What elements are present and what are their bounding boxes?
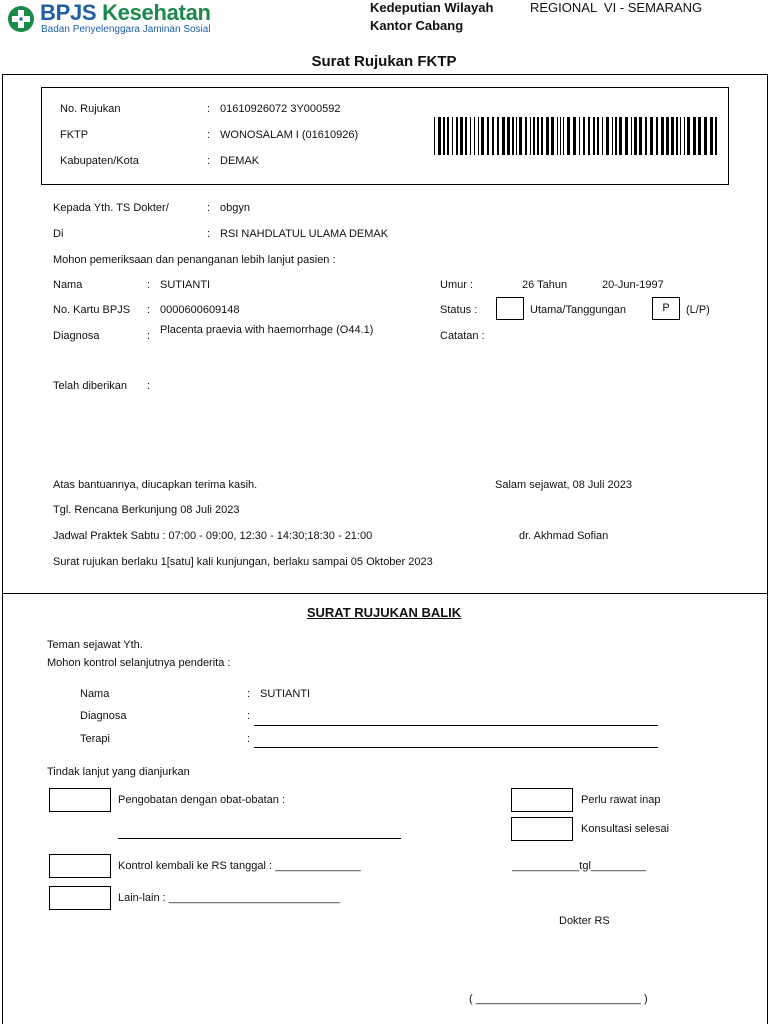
barcode-bar: [710, 117, 713, 155]
kabupaten-label: Kabupaten/Kota: [60, 155, 139, 167]
lain-label: Lain-lain : ____________________________: [118, 892, 341, 904]
konsul-label: Konsultasi selesai: [581, 823, 670, 835]
barcode-bar: [602, 117, 603, 155]
fktp-value: WONOSALAM I (01610926): [220, 129, 359, 141]
logo-brand2: Kesehatan: [102, 0, 211, 25]
colon: :: [207, 103, 211, 115]
barcode-bar: [434, 117, 435, 155]
validity-text: Surat rujukan berlaku 1[satu] kali kunjungan, berlaku sampai 05 Oktober 2023: [53, 556, 433, 568]
barcode-bar: [666, 117, 669, 155]
barcode-bar: [715, 117, 717, 155]
bpjs-logo-icon: [6, 4, 36, 34]
barcode-bar: [645, 117, 647, 155]
page-title: Surat Rujukan FKTP: [311, 53, 457, 70]
umur-label: Umur :: [440, 279, 473, 291]
logo-subtitle: Badan Penyelenggara Jaminan Sosial: [41, 24, 211, 35]
barcode-bar: [502, 117, 505, 155]
nama-value: SUTIANTI: [160, 279, 211, 291]
barcode-bar: [481, 117, 484, 155]
barcode-bar: [525, 117, 527, 155]
barcode-bar: [684, 117, 685, 155]
fktp-label: FKTP: [60, 129, 89, 141]
barcode-bar: [650, 117, 653, 155]
barcode-bar: [497, 117, 499, 155]
greeting-text: Teman sejawat Yth.: [47, 639, 143, 651]
barcode-bar: [519, 117, 522, 155]
barcode-image: [434, 117, 718, 155]
barcode-bar: [698, 117, 701, 155]
status-checkbox[interactable]: [496, 297, 524, 320]
barcode-bar: [470, 117, 471, 155]
barcode-bar: [474, 117, 475, 155]
balik-diagnosa-label: Diagnosa: [80, 710, 127, 722]
barcode-bar: [671, 117, 674, 155]
rawat-label: Perlu rawat inap: [581, 794, 661, 806]
barcode-bar: [680, 117, 681, 155]
barcode-bar: [533, 117, 535, 155]
thanks-text: Atas bantuannya, diucapkan terima kasih.: [53, 479, 258, 491]
logo-wordmark: [40, 0, 211, 26]
logo-brand: BPJS: [40, 0, 97, 25]
di-value: RSI NAHDLATUL ULAMA DEMAK: [220, 228, 389, 240]
barcode-bar: [661, 117, 664, 155]
gender-box[interactable]: P: [652, 297, 680, 320]
barcode-bar: [588, 117, 590, 155]
barcode-bar: [530, 117, 531, 155]
barcode-bar: [593, 117, 595, 155]
diberikan-label: Telah diberikan: [53, 380, 127, 392]
colon: :: [207, 129, 211, 141]
colon: :: [147, 380, 151, 392]
kartu-label: No. Kartu BPJS: [53, 304, 131, 316]
no-rujukan-label: No. Rujukan: [60, 103, 121, 115]
signature-line: ( ___________________________ ): [469, 993, 648, 1005]
region-label: REGIONAL VI - SEMARANG: [530, 0, 703, 15]
barcode-bar: [546, 117, 549, 155]
balik-terapi-label: Terapi: [80, 733, 110, 745]
barcode-bar: [507, 117, 510, 155]
di-label: Di: [53, 228, 64, 240]
barcode-bar: [563, 117, 564, 155]
barcode-bar: [447, 117, 449, 155]
intro-text: Mohon pemeriksaan dan penanganan lebih lanjut pasien :: [53, 254, 336, 266]
kepada-value: obgyn: [220, 202, 250, 214]
barcode-bar: [487, 117, 489, 155]
barcode-bar: [597, 117, 599, 155]
barcode-bar: [516, 117, 517, 155]
obat-checkbox[interactable]: [49, 788, 111, 812]
barcode-bar: [492, 117, 494, 155]
colon: :: [147, 330, 151, 342]
barcode-bar: [704, 117, 707, 155]
no-rujukan-value: 01610926072 3Y000592: [220, 103, 341, 115]
gender-hint: (L/P): [686, 304, 710, 316]
barcode-bar: [573, 117, 576, 155]
colon: :: [207, 155, 211, 167]
diagnosa-value: Placenta praevia with haemorrhage (O44.1): [160, 324, 374, 336]
barcode-bar: [438, 117, 441, 155]
barcode-bar: [656, 117, 658, 155]
obat-line[interactable]: [118, 838, 401, 839]
barcode-bar: [615, 117, 617, 155]
barcode-bar: [560, 117, 561, 155]
kabupaten-value: DEMAK: [220, 155, 260, 167]
kontrol-label: Kontrol kembali ke RS tanggal : ______________: [118, 860, 361, 872]
office-line2: Kantor Cabang: [370, 18, 464, 33]
barcode-bar: [551, 117, 554, 155]
office-line1: Kedeputian Wilayah: [370, 0, 494, 15]
balik-nama-value: SUTIANTI: [260, 688, 311, 700]
barcode-bar: [579, 117, 580, 155]
barcode-bar: [557, 117, 558, 155]
colon: :: [147, 279, 151, 291]
request-text: Mohon kontrol selanjutnya penderita :: [47, 657, 231, 669]
barcode-bar: [452, 117, 453, 155]
umur-value: 26 Tahun: [522, 279, 568, 291]
barcode-bar: [612, 117, 613, 155]
doctor-name: dr. Akhmad Sofian: [519, 530, 609, 542]
rawat-checkbox[interactable]: [511, 788, 573, 812]
colon: :: [247, 688, 251, 700]
lain-checkbox[interactable]: [49, 886, 111, 910]
barcode-bar: [583, 117, 585, 155]
barcode-bar: [693, 117, 696, 155]
barcode-bar: [512, 117, 514, 155]
barcode-bar: [456, 117, 458, 155]
barcode-bar: [619, 117, 622, 155]
nama-label: Nama: [53, 279, 83, 291]
tgl-line: ___________tgl_________: [512, 860, 646, 872]
balik-title: SURAT RUJUKAN BALIK: [306, 605, 462, 620]
konsul-checkbox[interactable]: [511, 817, 573, 841]
barcode-bar: [465, 117, 467, 155]
kepada-label: Kepada Yth. TS Dokter/: [53, 202, 169, 214]
balik-nama-label: Nama: [80, 688, 110, 700]
barcode-bar: [634, 117, 637, 155]
kontrol-checkbox[interactable]: [49, 854, 111, 878]
barcode-bar: [639, 117, 642, 155]
kartu-value: 0000600609148: [160, 304, 240, 316]
catatan-label: Catatan :: [440, 330, 485, 342]
jadwal-text: Jadwal Praktek Sabtu : 07:00 - 09:00, 12:30 - 14:30;18:30 - 21:00: [53, 530, 373, 542]
barcode-bar: [460, 117, 463, 155]
salam-text: Salam sejawat, 08 Juli 2023: [495, 479, 632, 491]
colon: :: [147, 304, 151, 316]
barcode-bar: [478, 117, 479, 155]
barcode-bar: [625, 117, 628, 155]
barcode-bar: [537, 117, 539, 155]
barcode-bar: [687, 117, 690, 155]
rencana-text: Tgl. Rencana Berkunjung 08 Juli 2023: [53, 504, 240, 516]
colon: :: [207, 202, 211, 214]
barcode-bar: [676, 117, 678, 155]
tindak-label: Tindak lanjut yang dianjurkan: [47, 766, 190, 778]
barcode-bar: [606, 117, 609, 155]
status-text: Utama/Tanggungan: [530, 304, 627, 316]
barcode-bar: [443, 117, 445, 155]
dob-value: 20-Jun-1997: [602, 279, 664, 291]
status-label: Status :: [440, 304, 478, 316]
colon: :: [247, 733, 251, 745]
dokter-rs-label: Dokter RS: [559, 915, 610, 927]
obat-label: Pengobatan dengan obat-obatan :: [118, 794, 285, 806]
barcode-bar: [631, 117, 632, 155]
colon: :: [247, 710, 251, 722]
diagnosa-label: Diagnosa: [53, 330, 100, 342]
barcode-bar: [567, 117, 570, 155]
colon: :: [207, 228, 211, 240]
barcode-bar: [541, 117, 543, 155]
terapi-line[interactable]: [254, 747, 658, 748]
diagnosa-line[interactable]: [254, 725, 658, 726]
